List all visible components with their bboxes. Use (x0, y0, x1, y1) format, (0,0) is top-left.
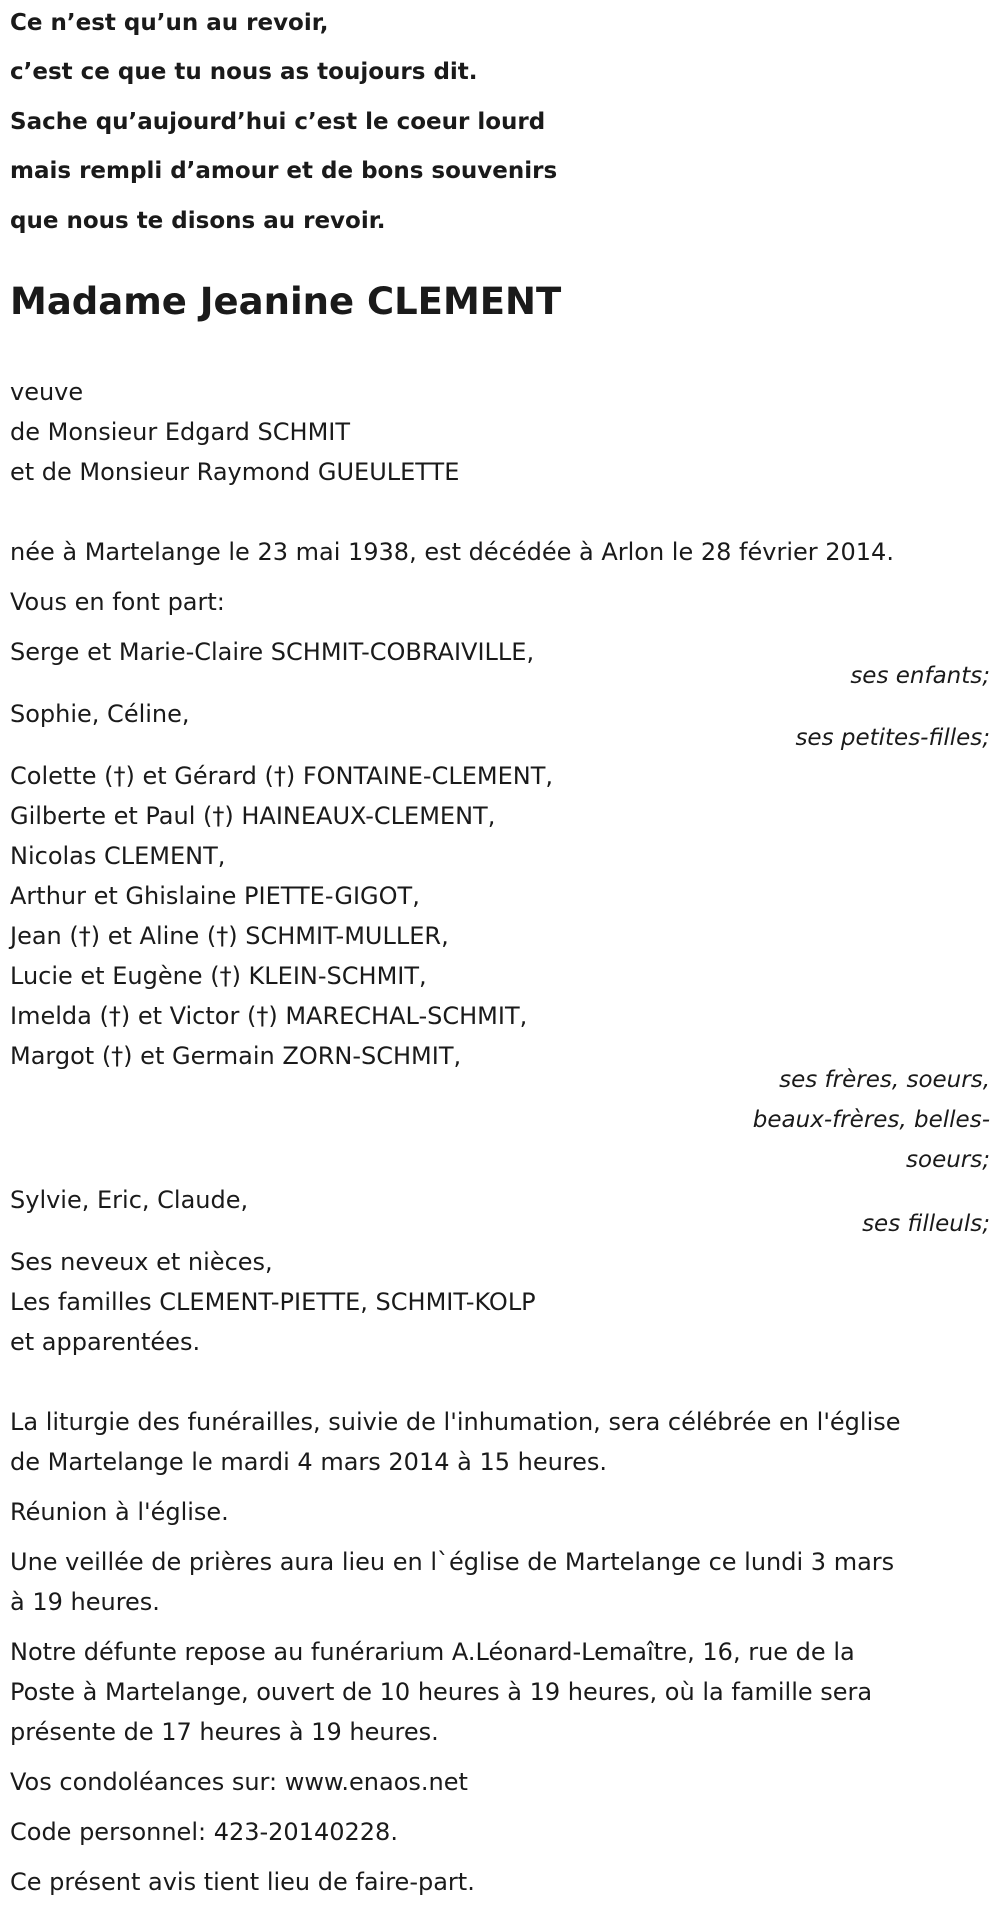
widow-line: et de Monsieur Raymond GUEULETTE (10, 458, 460, 486)
family-name-line: Sophie, Céline, (10, 700, 190, 728)
family-name-line: Sylvie, Eric, Claude, (10, 1186, 249, 1214)
relation-label: ses petites-filles; (795, 725, 990, 751)
relation-label: soeurs; (906, 1147, 990, 1173)
vigil-line: Une veillée de prières aura lieu en l`église de Martelange ce lundi 3 mars (10, 1548, 895, 1576)
funeral-home-line: présente de 17 heures à 19 heures. (10, 1718, 439, 1746)
poem-line: Sache qu’aujourd’hui c’est le coeur lourd (10, 108, 546, 135)
others-line: et apparentées. (10, 1328, 201, 1356)
condolences: Vos condoléances sur: www.enaos.net (10, 1768, 468, 1796)
relation-label: ses filleuls; (862, 1211, 990, 1237)
relation-label: beaux-frères, belles- (752, 1107, 990, 1133)
funeral-home-line: Notre défunte repose au funérarium A.Léonard-Lemaître, 16, rue de la (10, 1638, 855, 1666)
poem-line: mais rempli d’amour et de bons souvenirs (10, 158, 558, 185)
poem-line: que nous te disons au revoir. (10, 207, 386, 234)
family-name-line: Margot (†) et Germain ZORN-SCHMIT, (10, 1042, 462, 1070)
vigil-line: à 19 heures. (10, 1588, 160, 1616)
family-name-line: Serge et Marie-Claire SCHMIT-COBRAIVILLE, (10, 638, 535, 666)
relation-label: ses frères, soeurs, (779, 1067, 990, 1093)
poem-line: Ce n’est qu’un au revoir, (10, 10, 329, 36)
deceased-name: Madame Jeanine CLEMENT (10, 280, 562, 323)
poem-line: c’est ce que tu nous as toujours dit. (10, 59, 478, 86)
widow-line: veuve (10, 378, 84, 406)
widow-line: de Monsieur Edgard SCHMIT (10, 418, 351, 446)
birth-death: née à Martelange le 23 mai 1938, est décédée à Arlon le 28 février 2014. (10, 538, 894, 566)
others-line: Ses neveux et nièces, (10, 1248, 273, 1276)
family-name-line: Nicolas CLEMENT, (10, 842, 226, 870)
family-name-line: Lucie et Eugène (†) KLEIN-SCHMIT, (10, 962, 427, 990)
funeral-home-line: Poste à Martelange, ouvert de 10 heures à 19 heures, où la famille sera (10, 1678, 873, 1706)
notice-note: Ce présent avis tient lieu de faire-part. (10, 1868, 475, 1896)
family-name-line: Gilberte et Paul (†) HAINEAUX-CLEMENT, (10, 802, 496, 830)
family-name-line: Colette (†) et Gérard (†) FONTAINE-CLEMENT, (10, 762, 553, 790)
liturgy-line: de Martelange le mardi 4 mars 2014 à 15 heures. (10, 1448, 608, 1476)
family-name-line: Arthur et Ghislaine PIETTE-GIGOT, (10, 882, 420, 910)
family-name-line: Jean (†) et Aline (†) SCHMIT-MULLER, (10, 922, 449, 950)
poem (10, 8, 990, 255)
liturgy-line: La liturgie des funérailles, suivie de l'inhumation, sera célébrée en l'église (10, 1408, 901, 1436)
others-line: Les familles CLEMENT-PIETTE, SCHMIT-KOLP (10, 1288, 536, 1316)
personal-code: Code personnel: 423-20140228. (10, 1818, 398, 1846)
announcement-intro: Vous en font part: (10, 588, 225, 616)
relation-label: ses enfants; (850, 663, 990, 689)
reunion: Réunion à l'église. (10, 1498, 229, 1526)
family-name-line: Imelda (†) et Victor (†) MARECHAL-SCHMIT, (10, 1002, 528, 1030)
